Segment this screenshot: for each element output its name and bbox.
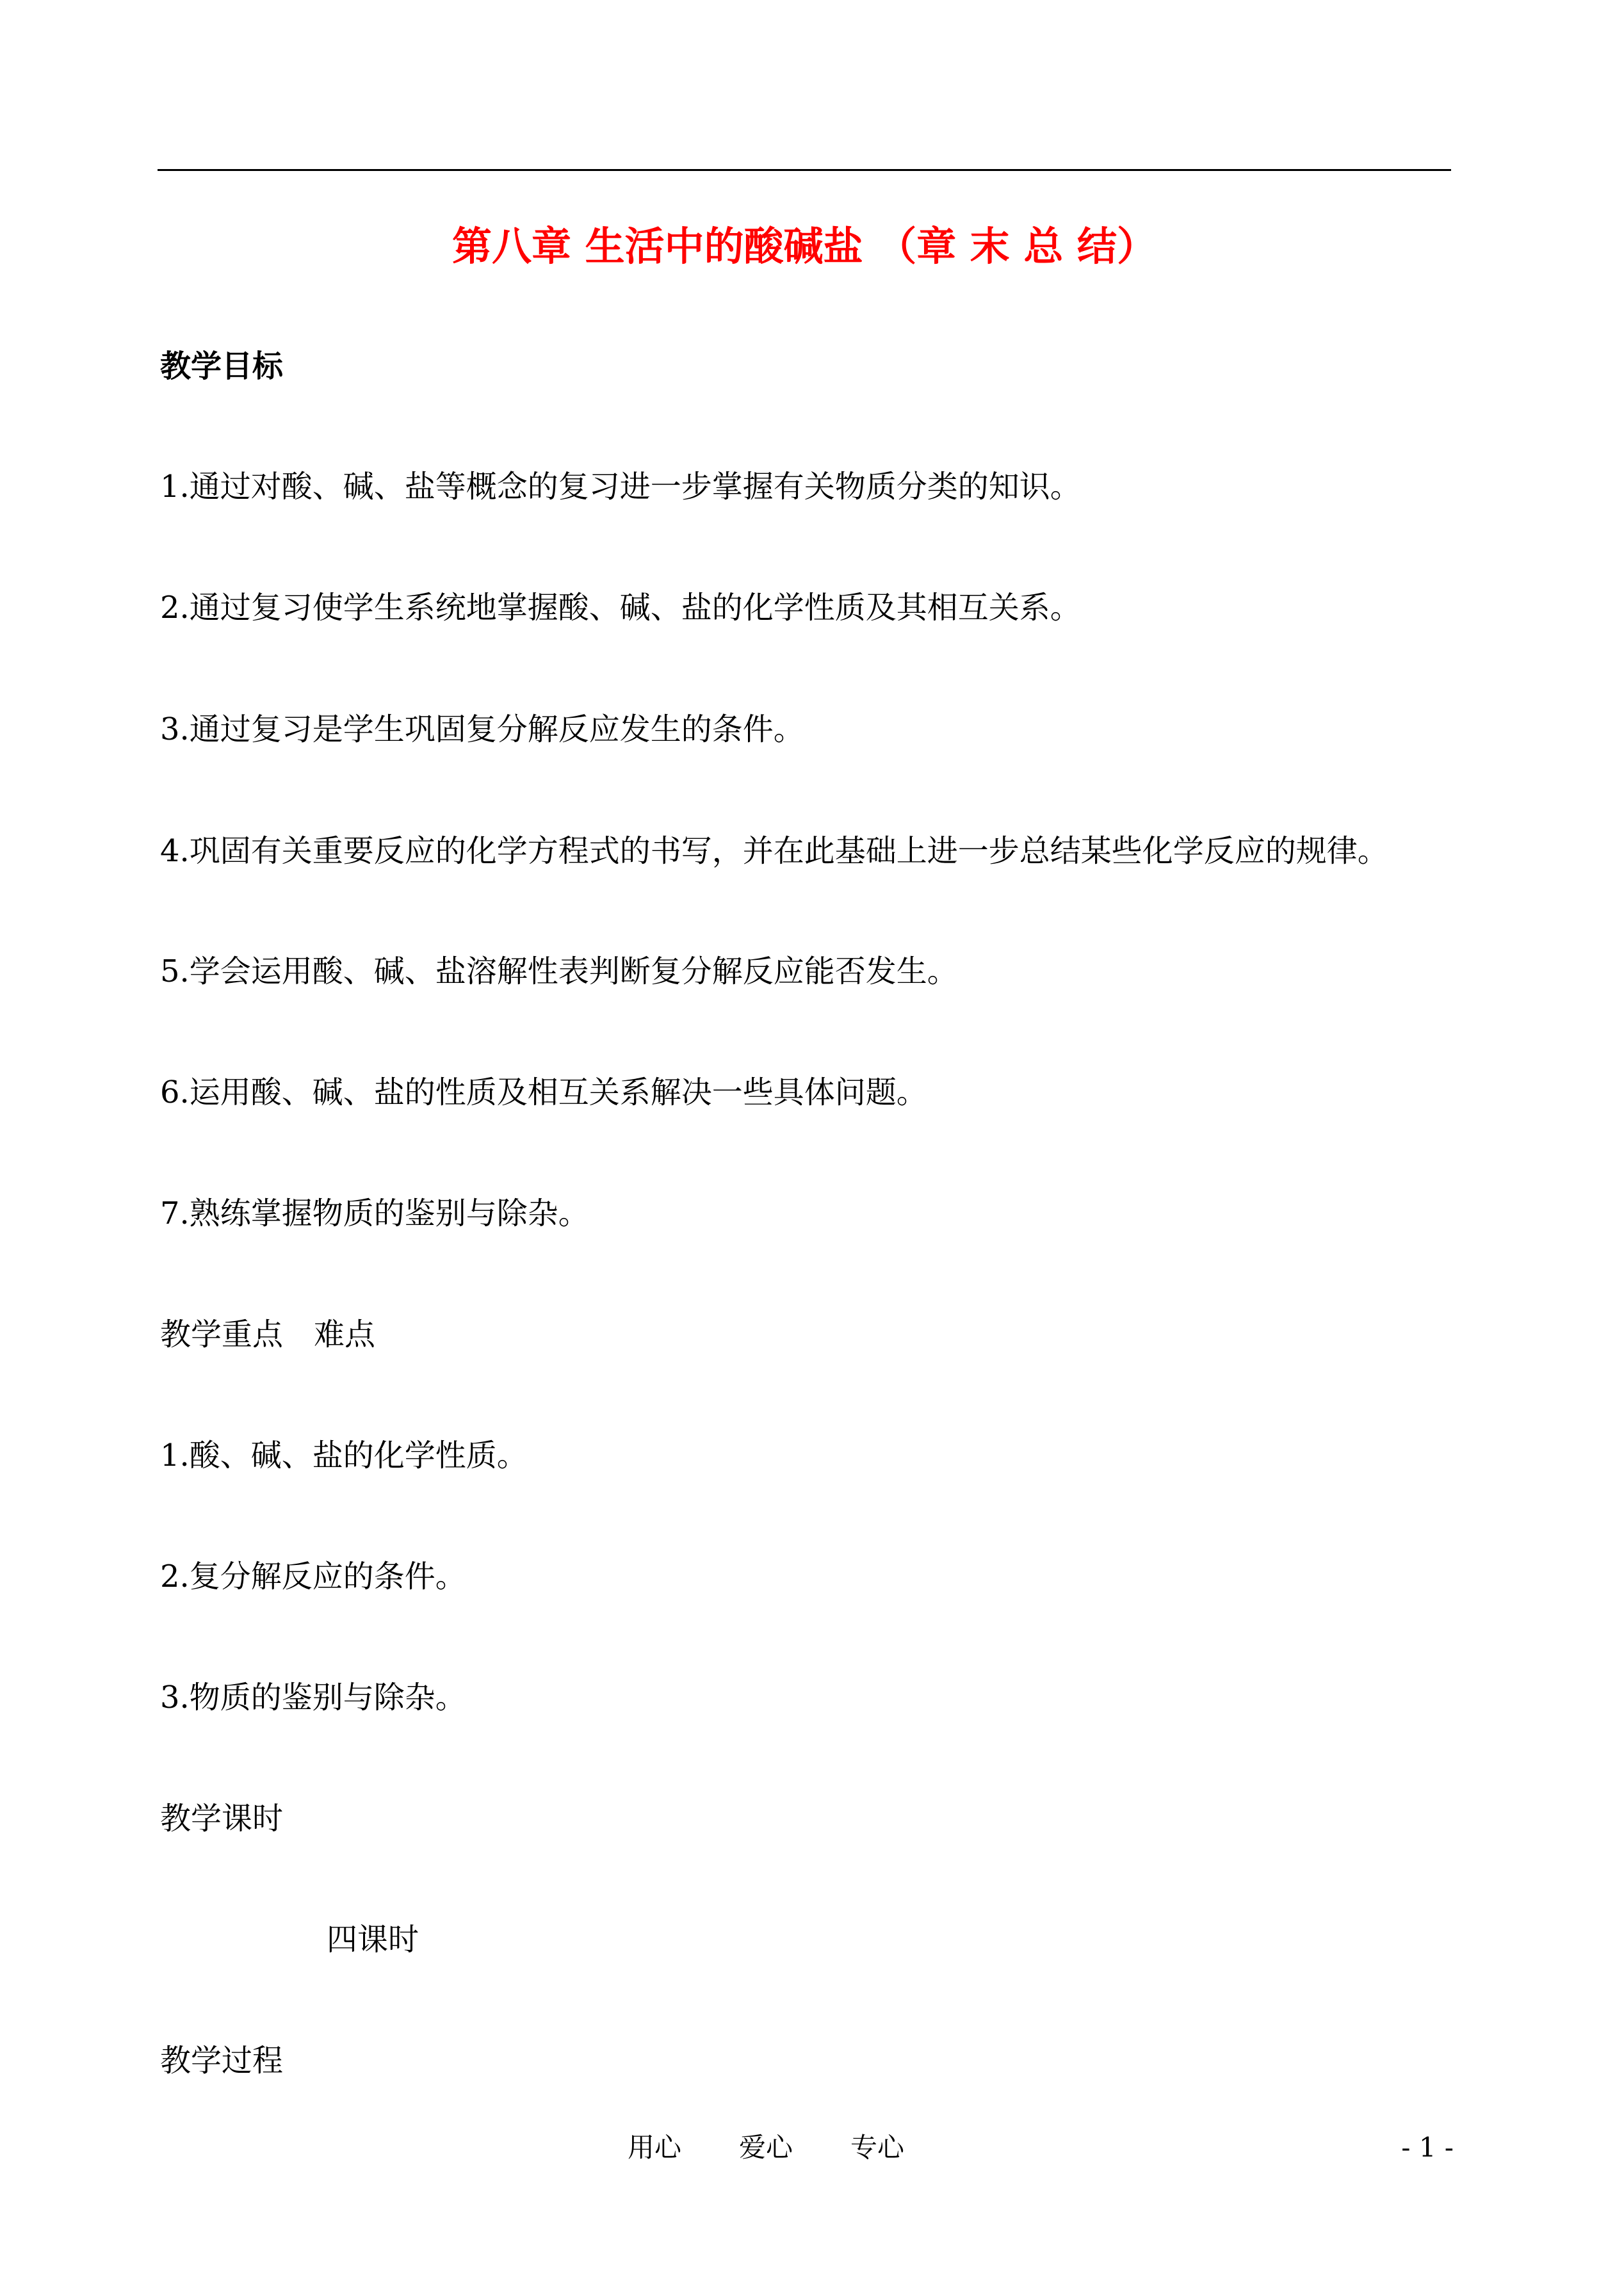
objective-item-5: 5.学会运用酸、碱、盐溶解性表判断复分解反应能否发生。 <box>160 953 958 989</box>
footer-motto-2: 爱心 <box>739 2132 793 2163</box>
footer-motto-1: 用心 <box>628 2132 682 2163</box>
key-points-heading: 教学重点 难点 <box>160 1317 376 1352</box>
document-title: 第八章 生活中的酸碱盐 （章 末 总 结） <box>452 223 1157 270</box>
objective-item-3: 3.通过复习是学生巩固复分解反应发生的条件。 <box>160 711 804 747</box>
objective-item-2: 2.通过复习使学生系统地掌握酸、碱、盐的化学性质及其相互关系。 <box>160 590 1081 626</box>
header-rule <box>158 169 1451 171</box>
objective-item-6: 6.运用酸、碱、盐的性质及相互关系解决一些具体问题。 <box>160 1075 927 1110</box>
objectives-heading: 教学目标 <box>160 348 284 384</box>
key-point-item-3: 3.物质的鉴别与除杂。 <box>160 1680 466 1715</box>
periods-value: 四课时 <box>327 1922 419 1958</box>
objective-item-4: 4.巩固有关重要反应的化学方程式的书写，并在此基础上进一步总结某些化学反应的规律。 <box>160 833 1388 869</box>
periods-heading: 教学课时 <box>160 1801 284 1837</box>
key-point-item-2: 2.复分解反应的条件。 <box>160 1559 466 1594</box>
footer-motto <box>628 2130 904 2166</box>
footer-motto-3: 专心 <box>850 2132 905 2163</box>
key-point-item-1: 1.酸、碱、盐的化学性质。 <box>160 1438 528 1473</box>
objective-item-1: 1.通过对酸、碱、盐等概念的复习进一步掌握有关物质分类的知识。 <box>160 469 1081 505</box>
process-heading: 教学过程 <box>160 2043 284 2079</box>
page-number: - 1 - <box>1401 2132 1454 2163</box>
objective-item-7: 7.熟练掌握物质的鉴别与除杂。 <box>160 1196 589 1231</box>
